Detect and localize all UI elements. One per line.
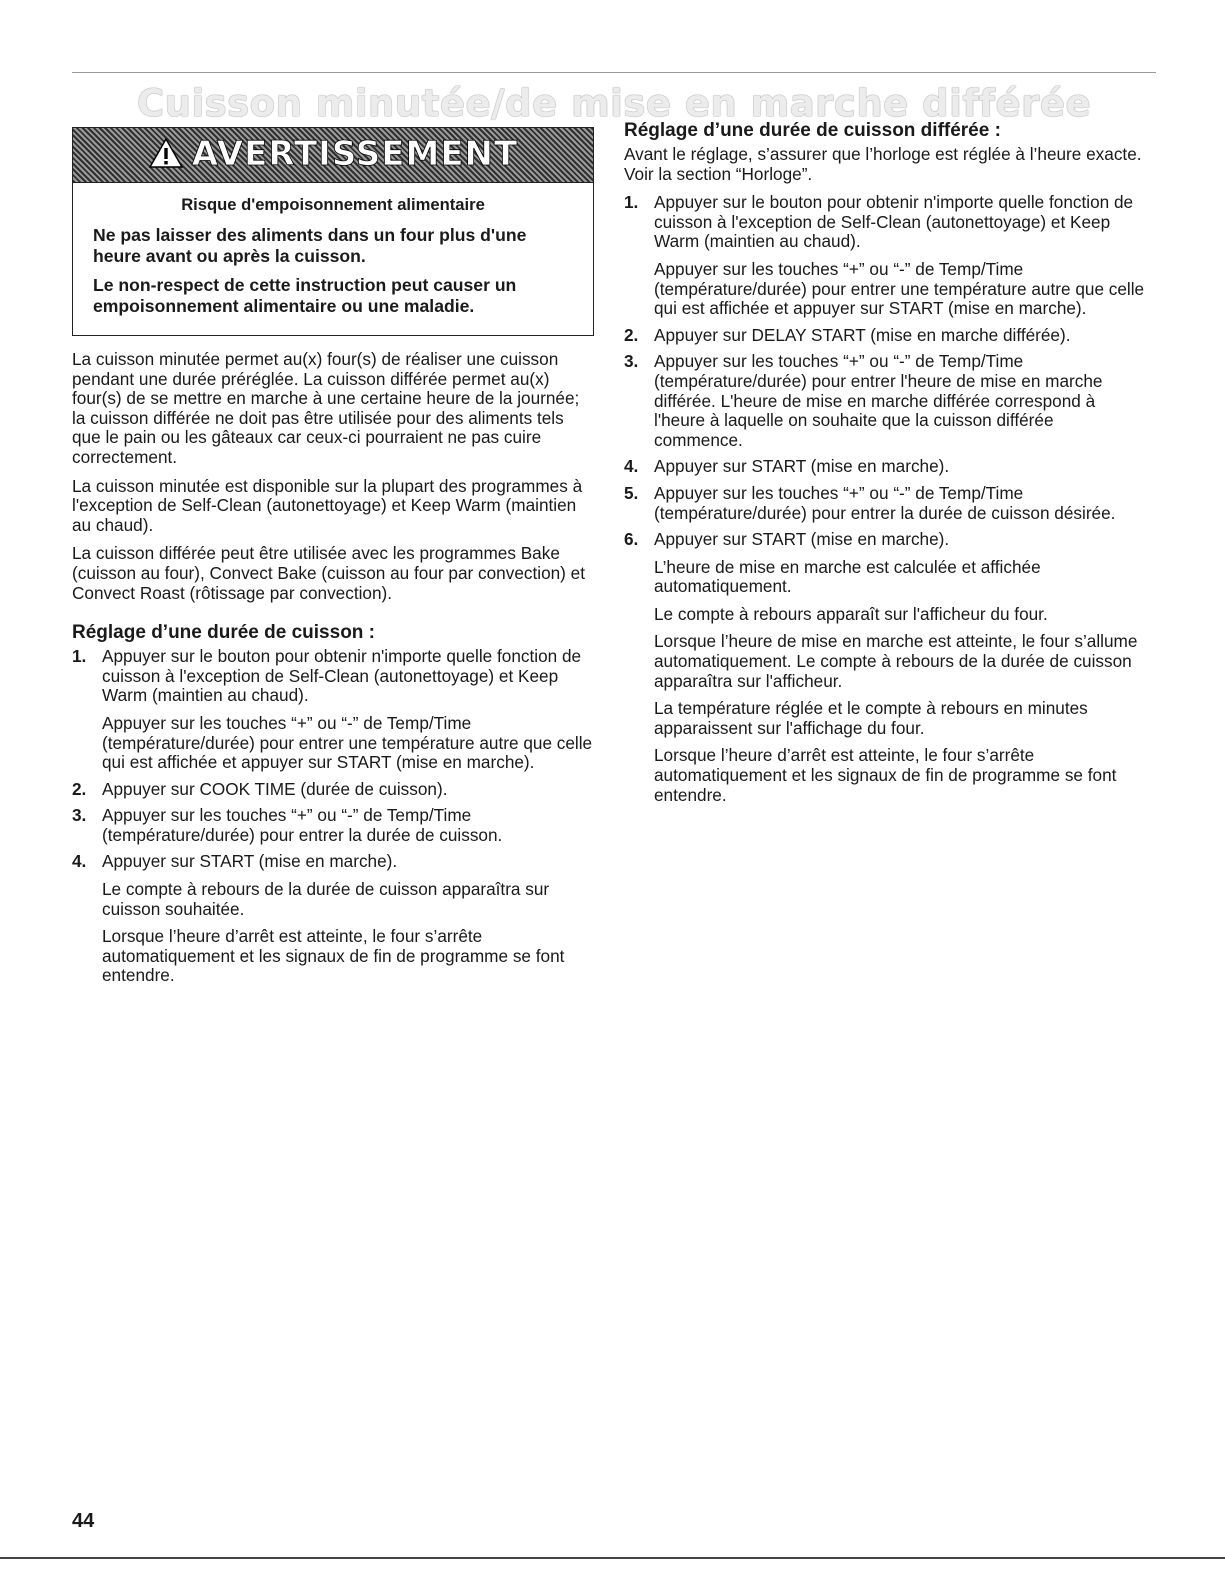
step-text: Appuyer sur le bouton pour obtenir n'importe quelle fonction de cuisson à l'exception de Self-Clean (autonettoyage) et Keep Warm (maintien au chaud). [654, 192, 1134, 252]
step-item [72, 647, 594, 773]
step-number: 3. [624, 351, 639, 372]
step-text: L’heure de mise en marche est calculée et affichée automatiquement. [654, 556, 1041, 597]
page-number: 44 [72, 1510, 95, 1532]
step-text: Appuyer sur COOK TIME (durée de cuisson). [102, 778, 448, 799]
left-column [72, 120, 594, 993]
step-number: 2. [72, 778, 87, 799]
step-item [72, 806, 594, 845]
step-number: 3. [72, 805, 87, 826]
step-text: Appuyer sur les touches “+” ou “-” de Temp/Time (température/durée) pour entrer la durée de cuisson désirée. [654, 482, 1116, 523]
step-text: Appuyer sur START (mise en marche). [654, 529, 950, 550]
warning-body [73, 183, 593, 335]
step-item [624, 352, 1146, 450]
step-number: 5. [624, 482, 639, 503]
step-text: Appuyer sur START (mise en marche). [654, 456, 950, 477]
warning-triangle-icon [148, 137, 184, 174]
top-rule [72, 72, 1156, 73]
step-text: Appuyer sur START (mise en marche). [102, 851, 398, 872]
section-heading-cook-time: Réglage d’une durée de cuisson : [72, 622, 376, 644]
step-item [72, 780, 594, 800]
step-text: Lorsque l’heure d’arrêt est atteinte, le four s’arrête automatiquement et les signaux de fin de programme se font entendre. [102, 926, 565, 986]
step-number: 4. [72, 851, 87, 872]
page-title: Cuisson minutée/de mise en marche différée [136, 82, 1092, 125]
step-number: 2. [624, 324, 639, 345]
step-text: Appuyer sur les touches “+” ou “-” de Temp/Time (température/durée) pour entrer une température autre que celle qui est affichée et appuyer sur START (mise en marche). [102, 712, 593, 773]
step-item [624, 530, 1146, 805]
step-text: Appuyer sur les touches “+” ou “-” de Temp/Time (température/durée) pour entrer une température autre que celle qui est affichée et appuyer sur START (mise en marche). [654, 258, 1145, 319]
step-item [72, 852, 594, 986]
steps-list-cook-time [72, 647, 594, 986]
step-number: 4. [624, 456, 639, 477]
warning-line-1: Ne pas laisser des aliments dans un four plus d'une heure avant ou après la cuisson. [93, 225, 527, 266]
step-text: Lorsque l’heure d’arrêt est atteinte, le four s’arrête automatiquement et les signaux de fin de programme se font entendre. [654, 745, 1117, 805]
warning-banner [73, 128, 593, 183]
section-intro: Avant le réglage, s’assurer que l’horloge est réglée à l’heure exacte. Voir la section “Horloge”. [624, 144, 1142, 184]
steps-list-delay-start [624, 193, 1146, 805]
step-text: La température réglée et le compte à rebours en minutes apparaissent sur l'affichage du four. [654, 698, 1088, 738]
step-text: Appuyer sur les touches “+” ou “-” de Temp/Time (température/durée) pour entrer l'heure de mise en marche différée. L'heure de mise en marche différée correspond à l'heure à laquelle on souhaite que la cuisson différée commence. [654, 351, 1103, 450]
section-heading-delay-start: Réglage d’une durée de cuisson différée : [624, 120, 1001, 141]
step-item [624, 193, 1146, 319]
right-column [624, 120, 1146, 812]
step-item [624, 457, 1146, 477]
step-text: Appuyer sur les touches “+” ou “-” de Temp/Time (température/durée) pour entrer la durée de cuisson. [102, 805, 503, 845]
step-number: 1. [624, 192, 639, 213]
step-item [624, 326, 1146, 346]
bottom-rule [0, 1557, 1225, 1559]
intro-paragraph: La cuisson minutée est disponible sur la plupart des programmes à l'exception de Self-Clean (autonettoyage) et Keep Warm (maintien au chaud). [72, 475, 583, 535]
warning-line-2: Le non-respect de cette instruction peut causer un empoisonnement alimentaire ou une maladie. [93, 275, 517, 316]
step-number: 1. [72, 646, 87, 667]
step-text: Lorsque l’heure de mise en marche est atteinte, le four s’allume automatiquement. Le compte à rebours de la durée de cuisson apparaîtra sur l'afficheur. [654, 631, 1138, 691]
step-text: Appuyer sur le bouton pour obtenir n'importe quelle fonction de cuisson à l'exception de Self-Clean (autonettoyage) et Keep Warm (maintien au chaud). [102, 646, 582, 706]
step-text: Le compte à rebours apparaît sur l'afficheur du four. [654, 603, 1048, 624]
step-text: Appuyer sur DELAY START (mise en marche différée). [654, 324, 1071, 345]
step-item [624, 484, 1146, 523]
warning-box [72, 127, 594, 336]
step-number: 6. [624, 529, 639, 550]
warning-title: AVERTISSEMENT [191, 134, 519, 175]
warning-subtitle: Risque d'empoisonnement alimentaire [181, 195, 485, 214]
step-text: Le compte à rebours de la durée de cuisson apparaîtra sur cuisson souhaitée. [102, 879, 550, 919]
intro-paragraph: La cuisson différée peut être utilisée avec les programmes Bake (cuisson au four), Convect Bake (cuisson au four par convection) et Convect Roast (rôtissage par convection). [72, 543, 586, 603]
intro-paragraph: La cuisson minutée permet au(x) four(s) de réaliser une cuisson pendant une durée préréglée. La cuisson différée permet au(x) four(s) de se mettre en marche à une certaine heure de la journée; la cuisson différée ne doit pas être utilisée pour des aliments tels que le pain ou les gâteaux car ceux-ci pourraient ne pas cuire correctement. [72, 349, 580, 467]
